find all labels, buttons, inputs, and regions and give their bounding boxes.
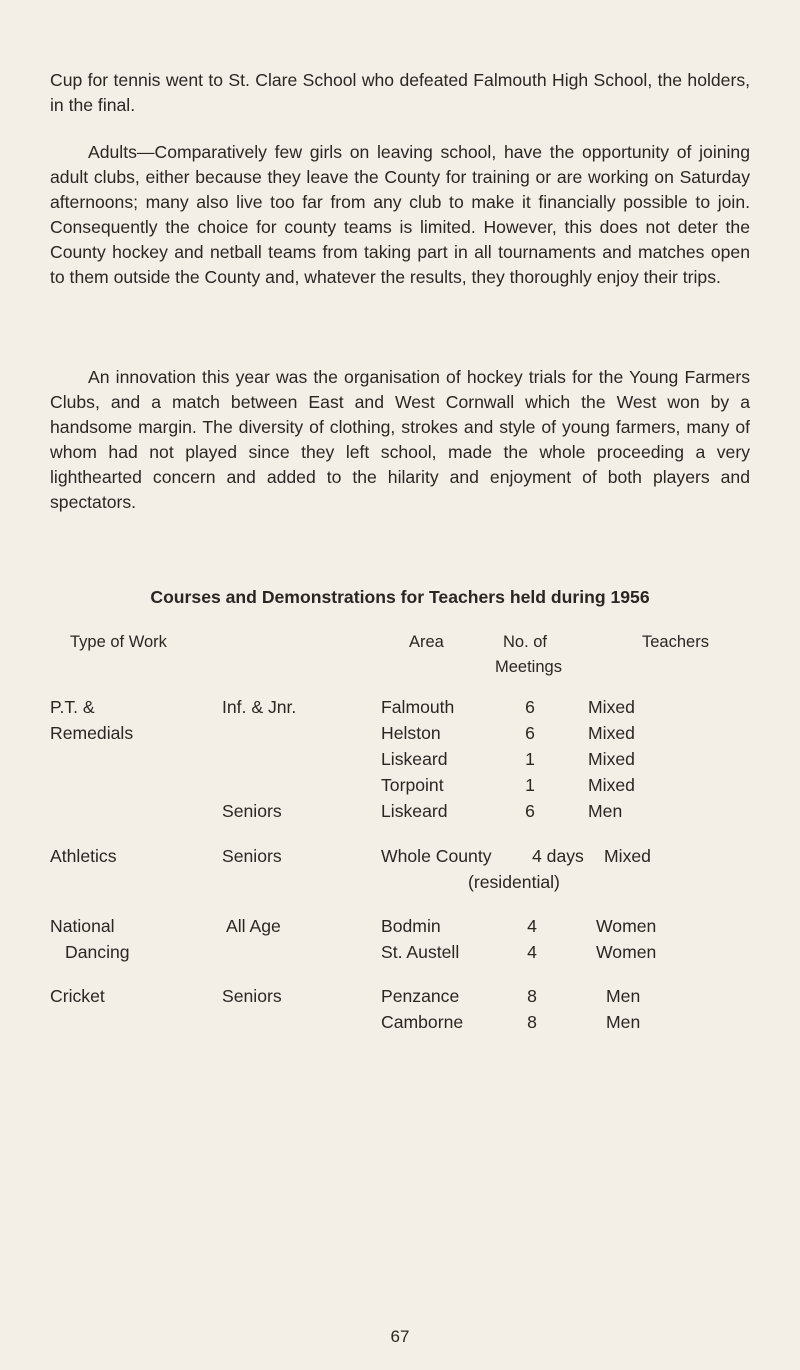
cell-meetings: 8 (527, 986, 537, 1006)
cell-note: (residential) (468, 872, 560, 892)
cell-type: Cricket (50, 986, 105, 1006)
cell-area: Falmouth (381, 697, 455, 717)
page-number: 67 (390, 1327, 410, 1346)
cell-area: Liskeard (381, 749, 448, 769)
cell-subtype: Seniors (222, 846, 282, 866)
header-meetings-line2: Meetings (495, 658, 562, 676)
cell-meetings: 4 (527, 942, 537, 962)
cell-meetings: 6 (525, 697, 535, 717)
cell-teachers: Mixed (588, 775, 635, 795)
header-teachers: Teachers (642, 633, 709, 651)
cell-area: Torpoint (381, 775, 444, 795)
cell-type: National (50, 916, 115, 936)
table-title: Courses and Demonstrations for Teachers held during 1956 (150, 587, 650, 607)
cell-type: Remedials (50, 723, 134, 743)
cell-type: Dancing (65, 942, 130, 962)
cell-meetings: 4 (527, 916, 537, 936)
header-area: Area (409, 633, 444, 651)
cell-area: Camborne (381, 1012, 464, 1032)
cell-area: St. Austell (381, 942, 460, 962)
header-type-of-work: Type of Work (70, 633, 167, 651)
cell-area: Liskeard (381, 801, 448, 821)
cell-subtype: All Age (226, 916, 281, 936)
cell-subtype: Inf. & Jnr. (222, 697, 297, 717)
cell-teachers: Mixed (588, 697, 635, 717)
cell-meetings: 8 (527, 1012, 537, 1032)
cell-meetings: 4 days (532, 846, 584, 866)
cell-type: P.T. & (50, 697, 95, 717)
paragraph-adults: Adults—Comparatively few girls on leaving school, have the opportunity of joining adult clubs, either because they leave the County for training or are working on Saturday afternoons; many also live too far from any club to make it financially possible to join. Consequently the choice for county teams is limited. However, this does not deter the County hockey and netball teams from taking part in all tournaments and matches open to them outside the County and, whatever the results, they thoroughly enjoy their trips. (50, 142, 750, 287)
cell-teachers: Women (596, 942, 657, 962)
cell-meetings: 6 (525, 801, 535, 821)
cell-meetings: 1 (525, 749, 535, 769)
header-meetings-line1: No. of (503, 633, 548, 651)
cell-teachers: Men (606, 1012, 641, 1032)
cell-area: Helston (381, 723, 441, 743)
cell-teachers: Mixed (588, 723, 635, 743)
cell-teachers: Men (606, 986, 641, 1006)
cell-area: Penzance (381, 986, 460, 1006)
cell-meetings: 1 (525, 775, 535, 795)
cell-meetings: 6 (525, 723, 535, 743)
paragraph-tennis-cup: Cup for tennis went to St. Clare School who defeated Falmouth High School, the holders, in the final. (50, 70, 750, 115)
cell-teachers: Mixed (588, 749, 635, 769)
cell-type: Athletics (50, 846, 117, 866)
cell-teachers: Mixed (604, 846, 651, 866)
cell-subtype: Seniors (222, 986, 282, 1006)
cell-area: Whole County (381, 846, 492, 866)
cell-teachers: Men (588, 801, 623, 821)
cell-teachers: Women (596, 916, 657, 936)
cell-subtype: Seniors (222, 801, 282, 821)
cell-area: Bodmin (381, 916, 441, 936)
paragraph-innovation: An innovation this year was the organisation of hockey trials for the Young Farmers Clubs, and a match between East and West Cornwall which the West won by a handsome margin. The diversity of clothing, strokes and style of young farmers, many of whom had not played since they left school, made the whole proceeding a very lighthearted concern and added to the hilarity and enjoyment of both players and spectators. (50, 367, 750, 512)
